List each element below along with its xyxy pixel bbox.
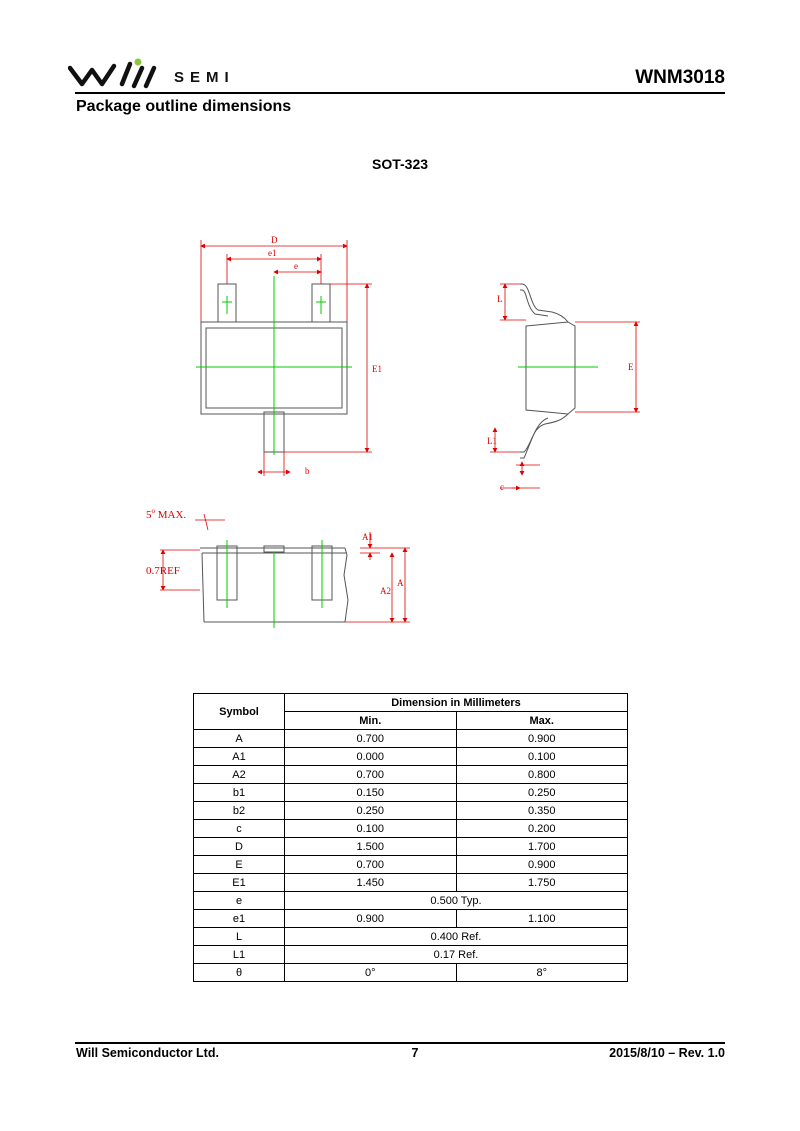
symbol-cell: E1 (194, 874, 285, 892)
table-row (194, 964, 628, 982)
label-ref: 0.7REF (146, 565, 180, 577)
label-A1: A1 (362, 532, 373, 542)
table-row (194, 892, 628, 910)
label-angle: 5$^o$ MAX. (146, 507, 187, 521)
symbol-cell: b1 (194, 784, 285, 802)
label-c: c (500, 482, 504, 492)
front-view (200, 540, 348, 628)
front-view-dims (160, 514, 410, 622)
label-b: b (305, 466, 310, 476)
max-header: Max. (456, 712, 628, 730)
label-L: L (497, 294, 503, 304)
max-cell: 0.100 (456, 748, 628, 766)
table-row (194, 910, 628, 928)
table-row (194, 730, 628, 748)
symbol-cell: D (194, 838, 285, 856)
max-cell: 8° (456, 964, 628, 982)
label-e1: e1 (268, 248, 277, 258)
min-cell: 0.700 (285, 730, 457, 748)
max-cell: 0.250 (456, 784, 628, 802)
dimension-table (193, 693, 628, 982)
min-cell: 0.250 (285, 802, 457, 820)
min-cell: 0.700 (285, 766, 457, 784)
symbol-cell: A (194, 730, 285, 748)
side-view-dims (490, 284, 640, 488)
label-e: e (294, 261, 298, 271)
symbol-header: Symbol (194, 694, 285, 730)
symbol-cell: e (194, 892, 285, 910)
min-cell: 0.100 (285, 820, 457, 838)
footer-date-revision: 2015/8/10 – Rev. 1.0 (609, 1046, 725, 1060)
footer-rule (75, 1042, 725, 1044)
dimension-table-body (194, 730, 628, 982)
symbol-cell: L1 (194, 946, 285, 964)
label-A2: A2 (380, 586, 391, 596)
table-row (194, 874, 628, 892)
symbol-cell: A1 (194, 748, 285, 766)
label-E: E (628, 362, 634, 372)
table-row (194, 838, 628, 856)
symbol-cell: c (194, 820, 285, 838)
dimension-header: Dimension in Millimeters (285, 694, 628, 712)
table-row (194, 928, 628, 946)
min-cell: 0.700 (285, 856, 457, 874)
symbol-cell: e1 (194, 910, 285, 928)
table-row (194, 784, 628, 802)
max-cell: 0.350 (456, 802, 628, 820)
header-rule (75, 92, 725, 94)
symbol-cell: E (194, 856, 285, 874)
max-cell: 0.200 (456, 820, 628, 838)
table-row (194, 802, 628, 820)
symbol-cell: b2 (194, 802, 285, 820)
table-row (194, 766, 628, 784)
symbol-cell: A2 (194, 766, 285, 784)
max-cell: 0.800 (456, 766, 628, 784)
typical-cell: 0.500 Typ. (285, 892, 628, 910)
label-E1: E1 (372, 364, 382, 374)
package-outline-drawing (0, 225, 800, 635)
label-L1: L1 (487, 436, 497, 446)
package-name: SOT-323 (371, 156, 429, 172)
max-cell: 0.900 (456, 730, 628, 748)
max-cell: 0.900 (456, 856, 628, 874)
label-D: D (271, 235, 278, 245)
table-row (194, 856, 628, 874)
top-view-dims (201, 240, 372, 476)
min-cell: 0.000 (285, 748, 457, 766)
max-cell: 1.700 (456, 838, 628, 856)
min-cell: 0.900 (285, 910, 457, 928)
section-title: Package outline dimensions (76, 98, 292, 115)
typical-cell: 0.17 Ref. (285, 946, 628, 964)
typical-cell: 0.400 Ref. (285, 928, 628, 946)
page-number: 7 (411, 1046, 419, 1060)
max-cell: 1.750 (456, 874, 628, 892)
label-A: A (397, 578, 404, 588)
table-row (194, 820, 628, 838)
symbol-cell: θ (194, 964, 285, 982)
top-view (196, 276, 352, 455)
min-cell: 1.500 (285, 838, 457, 856)
side-view (518, 284, 598, 458)
min-cell: 0° (285, 964, 457, 982)
min-cell: 1.450 (285, 874, 457, 892)
min-cell: 0.150 (285, 784, 457, 802)
min-header: Min. (285, 712, 457, 730)
table-row (194, 946, 628, 964)
footer-company: Will Semiconductor Ltd. (76, 1046, 219, 1060)
max-cell: 1.100 (456, 910, 628, 928)
symbol-cell: L (194, 928, 285, 946)
table-row (194, 748, 628, 766)
logo-text: SEMI (174, 69, 235, 86)
part-number: WNM3018 (635, 67, 725, 88)
